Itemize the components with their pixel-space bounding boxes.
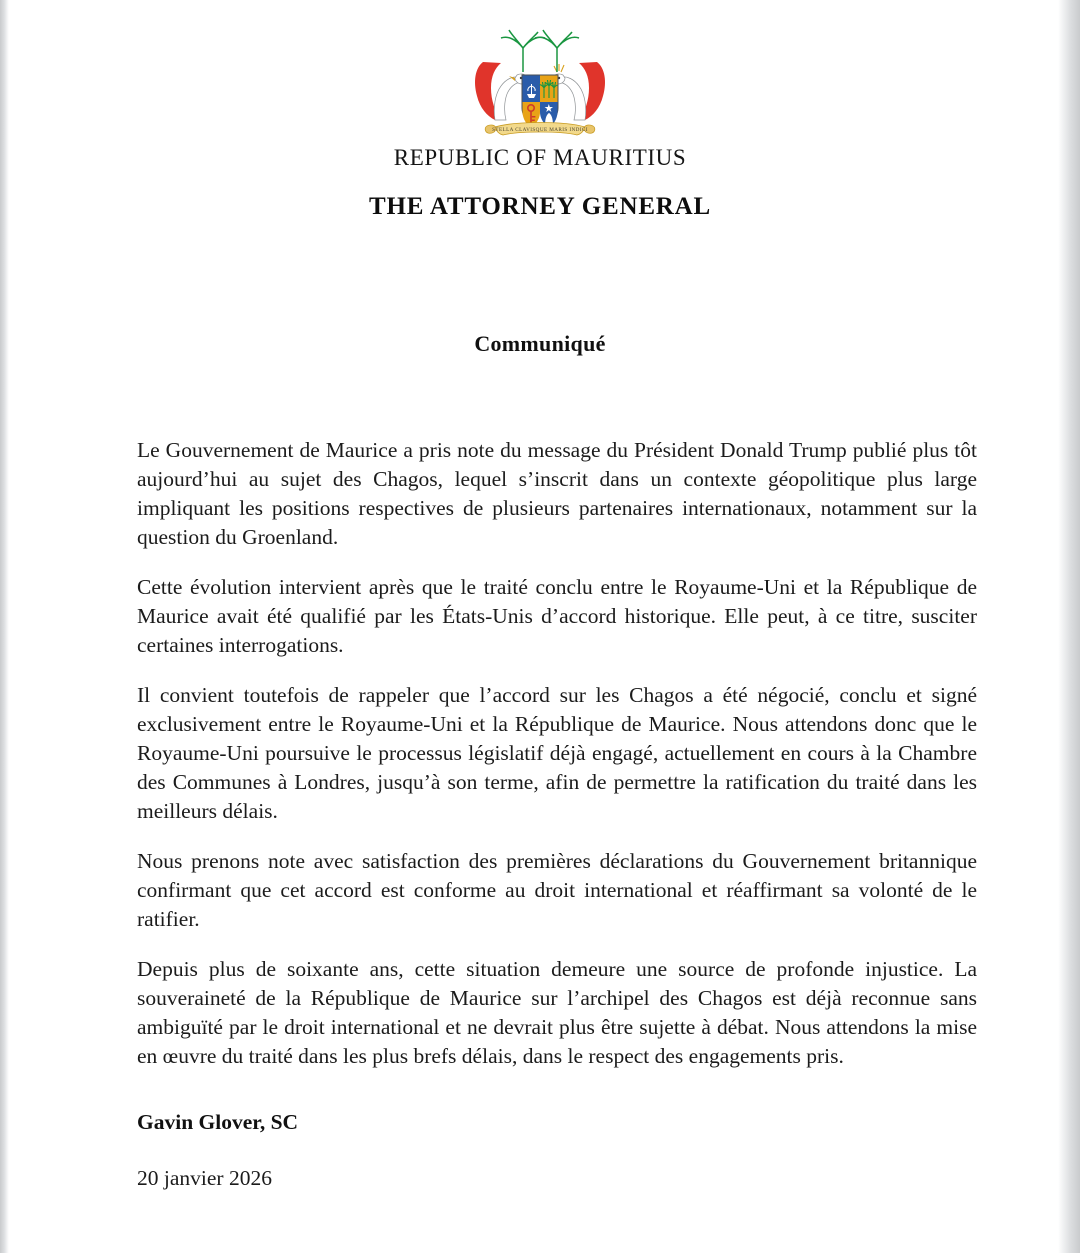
country-title: REPUBLIC OF MAURITIUS <box>393 145 687 170</box>
body-paragraph: Il convient toutefois de rappeler que l’accord sur les Chagos a été négocié, conclu et signé exclusivement entre le Royaume-Uni et la République de Maurice. Nous attendons donc que le Royaume-Uni poursuive le processus législatif déjà engagé, actuellement en cours à la Chambre des Communes à Londres, jusqu’à son terme, afin de permettre la ratification du traité dans les meilleurs délais. <box>137 683 977 823</box>
body-paragraph: Nous prenons note avec satisfaction des premières déclarations du Gouvernement britannique confirmant que cet accord est conforme au droit international et réaffirmant sa volonté de le ratifier. <box>137 849 977 931</box>
signature-date: 20 janvier 2026 <box>137 1166 272 1190</box>
signature-block <box>137 1108 637 1193</box>
svg-text:STELLA CLAVISQUE MARIS INDICI: STELLA CLAVISQUE MARIS INDICI <box>492 127 588 133</box>
body-paragraph: Cette évolution intervient après que le traité conclu entre le Royaume-Uni et la République de Maurice avait été qualifié par les États-Unis d’accord historique. Elle peut, à ce titre, susciter certaines interrogations. <box>137 575 977 657</box>
letterhead-header <box>0 144 1080 222</box>
coat-of-arms-container <box>0 28 1080 144</box>
body-paragraph: Le Gouvernement de Maurice a pris note du message du Président Donald Trump publié plus tôt aujourd’hui au sujet des Chagos, lequel s’inscrit dans un contexte géopolitique plus large impliquant les positions respectives de plusieurs partenaires internationaux, notamment sur la question du Groenland. <box>137 438 977 549</box>
body-paragraph: Depuis plus de soixante ans, cette situation demeure une source de profonde injustice. La souveraineté de la République de Maurice sur l’archipel des Chagos est déjà reconnue sans ambiguïté par le droit international et ne devrait plus être sujette à débat. Nous attendons la mise en œuvre du traité dans les plus brefs délais, dans le respect des engagements pris. <box>137 957 977 1068</box>
mauritius-coat-of-arms-icon <box>465 28 615 144</box>
document-body <box>137 436 977 1071</box>
document-title: Communiqué <box>474 331 606 356</box>
signer-name: Gavin Glover, SC <box>137 1110 299 1134</box>
office-title: THE ATTORNEY GENERAL <box>368 192 711 220</box>
